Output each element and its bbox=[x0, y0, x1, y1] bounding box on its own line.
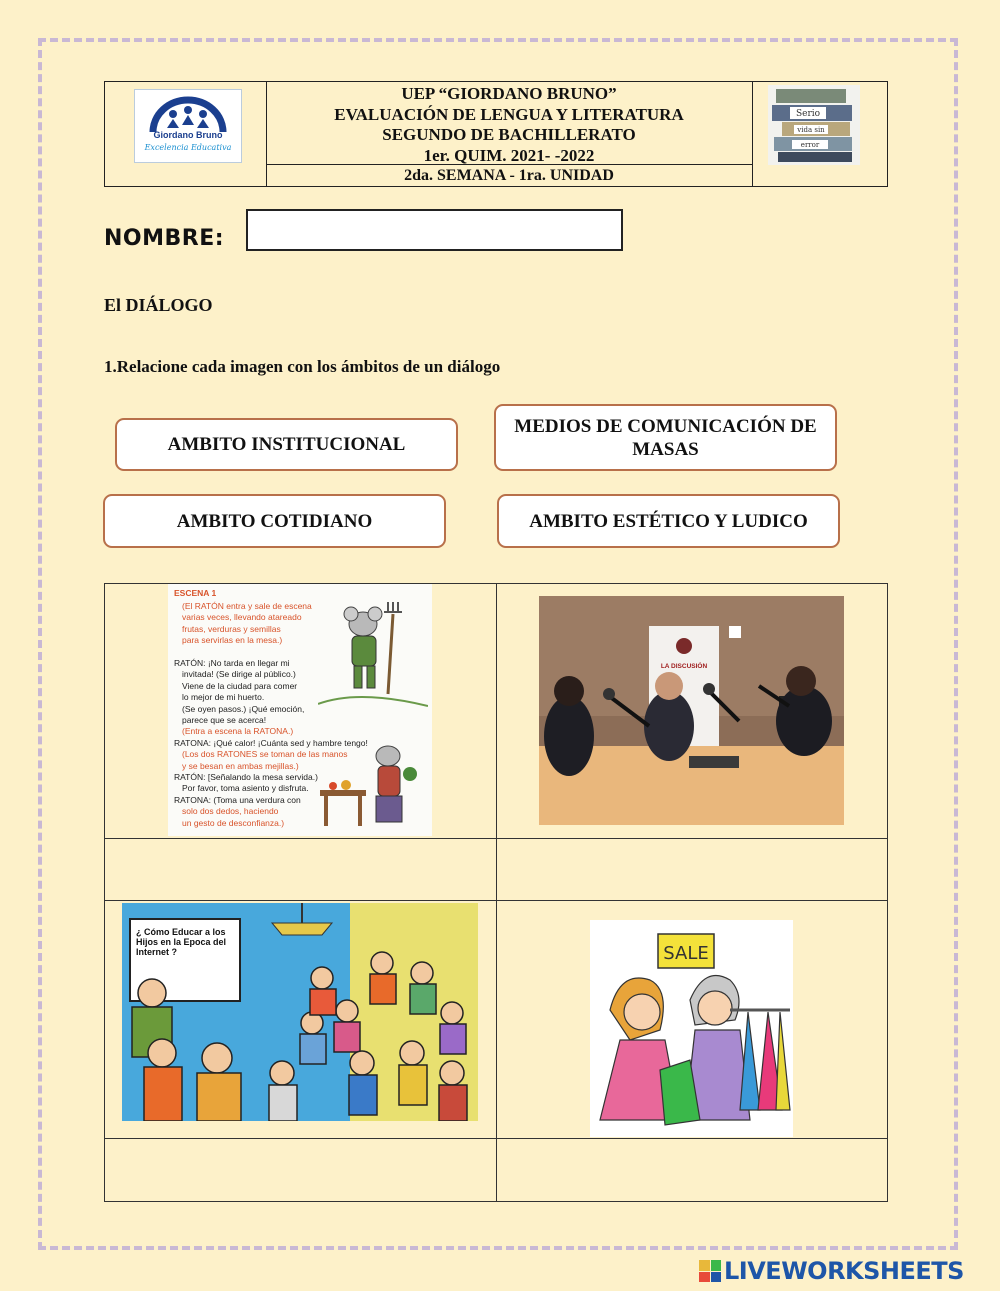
play-script-image bbox=[168, 584, 432, 836]
radio-studio-scene bbox=[539, 596, 844, 825]
option-label: AMBITO ESTÉTICO Y LUDICO bbox=[529, 510, 808, 532]
liveworksheets-text: LIVEWORKSHEETS bbox=[724, 1257, 964, 1285]
grid-divider bbox=[105, 900, 887, 901]
play-line: (El RATÓN entra y sale de escena bbox=[182, 601, 312, 611]
week-unit: 2da. SEMANA - 1ra. UNIDAD bbox=[266, 164, 752, 187]
nombre-input[interactable] bbox=[246, 209, 623, 251]
radio-studio-image bbox=[539, 596, 844, 825]
play-line: RATÓN: [Señalando la mesa servida.) bbox=[174, 772, 318, 782]
play-line: RATÓN: ¡No tarda en llegar mi bbox=[174, 658, 290, 668]
instruction: 1.Relacione cada imagen con los ámbitos de un diálogo bbox=[104, 357, 501, 376]
play-line: solo dos dedos, haciendo bbox=[182, 806, 279, 817]
play-escena: ESCENA 1 bbox=[174, 588, 217, 598]
play-line: RATONA: (Toma una verdura con bbox=[174, 794, 301, 805]
header-title bbox=[266, 84, 752, 166]
books-word-1: Serio bbox=[795, 109, 821, 119]
section-title: El DIÁLOGO bbox=[104, 295, 213, 315]
answer-box-2[interactable] bbox=[497, 839, 888, 900]
meeting-scene bbox=[122, 903, 478, 1121]
mouse-farmer-icon bbox=[318, 594, 428, 714]
grade-level: SEGUNDO DE BACHILLERATO bbox=[382, 125, 636, 144]
play-line: invitada! (Se dirige al público.) bbox=[182, 669, 296, 680]
books-word-3: error bbox=[800, 141, 820, 149]
answer-box-1[interactable] bbox=[105, 839, 496, 900]
play-line: para servirlas en la mesa.) bbox=[182, 635, 283, 646]
liveworksheets-icon bbox=[699, 1260, 721, 1282]
option-ambito-institucional[interactable] bbox=[115, 418, 458, 471]
answer-box-3[interactable] bbox=[105, 1139, 496, 1201]
radio-sign: LA DISCUSIÓN bbox=[660, 663, 708, 670]
play-line: Por favor, toma asiento y disfruta. bbox=[182, 783, 309, 794]
play-line: (Entra a escena la RATONA.) bbox=[182, 726, 294, 737]
logo-cell bbox=[105, 82, 267, 186]
play-line: parece que se acerca! bbox=[182, 715, 267, 725]
shopping-cartoon-image bbox=[590, 920, 793, 1137]
books-word-2: vida sin bbox=[797, 126, 825, 134]
title-cell bbox=[266, 82, 753, 186]
liveworksheets-logo bbox=[699, 1256, 964, 1286]
play-line: (Los dos RATONES se toman de las manos bbox=[182, 749, 348, 760]
school-logo bbox=[134, 89, 242, 163]
option-label: AMBITO INSTITUCIONAL bbox=[167, 434, 406, 455]
play-line: RATONA: ¡Qué calor! ¡Cuánta sed y hambre tengo! bbox=[174, 737, 368, 748]
option-label: MEDIOS DE COMUNICACIÓN DE MASAS bbox=[514, 415, 817, 460]
play-line: y se besan en ambas mejillas.) bbox=[182, 760, 299, 771]
answer-box-4[interactable] bbox=[497, 1139, 888, 1201]
term: 1er. QUIM. 2021- -2022 bbox=[423, 145, 595, 165]
exam-title: EVALUACIÓN DE LENGUA Y LITERATURA bbox=[334, 104, 684, 124]
play-line: Viene de la ciudad para comer bbox=[182, 680, 298, 691]
option-ambito-cotidiano[interactable] bbox=[103, 494, 446, 548]
mouse-table-icon bbox=[318, 734, 428, 834]
meeting-sign: ¿ Cómo Educar a los Hijos en la Epoca del Internet ? bbox=[136, 927, 227, 957]
nombre-label: NOMBRE: bbox=[104, 226, 225, 251]
logo-slogan: Excelencia Educativa bbox=[144, 143, 232, 152]
play-line: varias veces, llevando atareado bbox=[182, 612, 302, 623]
option-medios-de-comunicacion[interactable] bbox=[494, 404, 837, 471]
play-line: (Se oyen pasos.) ¡Qué emoción, bbox=[182, 703, 305, 714]
logo-name: Giordano Bruno bbox=[153, 130, 223, 140]
school-name: UEP “GIORDANO BRUNO” bbox=[401, 84, 617, 103]
option-ambito-estetico-y-ludico[interactable] bbox=[497, 494, 840, 548]
books-cell bbox=[752, 82, 887, 186]
play-line: lo mejor de mi huerto. bbox=[182, 692, 265, 703]
shopping-scene bbox=[590, 920, 793, 1137]
meeting-cartoon-image bbox=[122, 903, 478, 1121]
option-label: AMBITO COTIDIANO bbox=[176, 510, 373, 532]
play-line: frutas, verduras y semillas bbox=[182, 623, 281, 634]
header-table bbox=[104, 81, 888, 187]
shop-sign: SALE bbox=[663, 943, 709, 964]
books-stack-icon bbox=[768, 85, 860, 165]
play-line: un gesto de desconfianza.) bbox=[182, 817, 285, 828]
